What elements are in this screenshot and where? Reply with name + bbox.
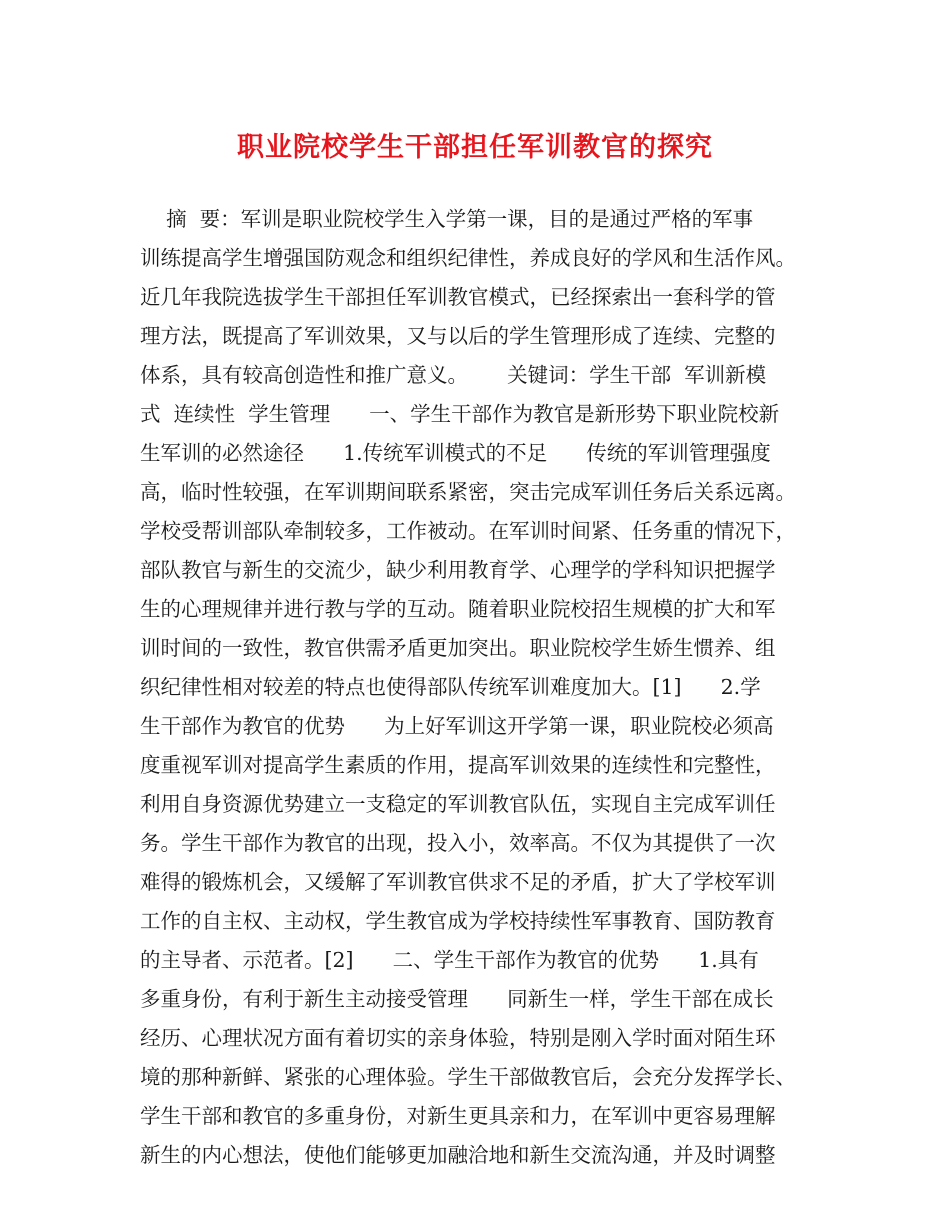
body-line: 度重视军训对提高学生素质的作用，提高军训效果的连续性和完整性， — [140, 753, 776, 777]
body-line: 学生干部和教官的多重身份，对新生更具亲和力，在军训中更容易理解 — [140, 1104, 776, 1128]
body-line: 学校受帮训部队牵制较多，工作被动。在军训时间紧、任务重的情况下， — [140, 519, 796, 543]
body-line: 务。学生干部作为教官的出现，投入小，效率高。不仅为其提供了一次 — [140, 831, 776, 855]
body-line: 生的心理规律并进行教与学的互动。随着职业院校招生规模的扩大和军 — [140, 597, 776, 621]
body-line: 体系，具有较高创造性和推广意义。 关键词：学生干部 军训新模 — [140, 363, 767, 387]
body-line: 生干部作为教官的优势 为上好军训这开学第一课，职业院校必须高 — [140, 714, 774, 738]
body-line: 近几年我院选拔学生干部担任军训教官模式，已经探索出一套科学的管 — [140, 285, 776, 309]
body-line: 境的那种新鲜、紧张的心理体验。学生干部做教官后，会充分发挥学长、 — [140, 1065, 796, 1089]
body-line: 高，临时性较强，在军训期间联系紧密，突击完成军训任务后关系远离。 — [140, 480, 796, 504]
document-body — [140, 200, 830, 1175]
body-line: 工作的自主权、主动权，学生教官成为学校持续性军事教育、国防教育 — [140, 909, 776, 933]
body-line: 部队教官与新生的交流少，缺少利用教育学、心理学的学科知识把握学 — [140, 558, 776, 582]
body-line: 生军训的必然途径 1.传统军训模式的不足 传统的军训管理强度 — [140, 441, 771, 465]
body-line: 新生的内心想法，使他们能够更加融洽地和新生交流沟通，并及时调整 — [140, 1143, 776, 1167]
body-line: 理方法，既提高了军训效果，又与以后的学生管理形成了连续、完整的 — [140, 324, 776, 348]
body-line: 式 连续性 学生管理 一、学生干部作为教官是新形势下职业院校新 — [140, 402, 780, 426]
body-line: 的主导者、示范者。[2] 二、学生干部作为教官的优势 1.具有 — [140, 948, 759, 972]
body-line: 利用自身资源优势建立一支稳定的军训教官队伍，实现自主完成军训任 — [140, 792, 776, 816]
body-line: 难得的锻炼机会，又缓解了军训教官供求不足的矛盾，扩大了学校军训 — [140, 870, 776, 894]
body-line: 训时间的一致性，教官供需矛盾更加突出。职业院校学生娇生惯养、组 — [140, 636, 776, 660]
body-line: 训练提高学生增强国防观念和组织纪律性，养成良好的学风和生活作风。 — [140, 246, 796, 270]
body-line: 多重身份，有利于新生主动接受管理 同新生一样，学生干部在成长 — [140, 987, 774, 1011]
body-line: 织纪律性相对较差的特点也使得部队传统军训难度加大。[1] 2.学 — [140, 675, 761, 699]
body-line: 摘 要：军训是职业院校学生入学第一课，目的是通过严格的军事 — [140, 207, 754, 231]
document-title: 职业院校学生干部担任军训教官的探究 — [237, 132, 713, 163]
body-line: 经历、心理状况方面有着切实的亲身体验，特别是刚入学时面对陌生环 — [140, 1026, 776, 1050]
